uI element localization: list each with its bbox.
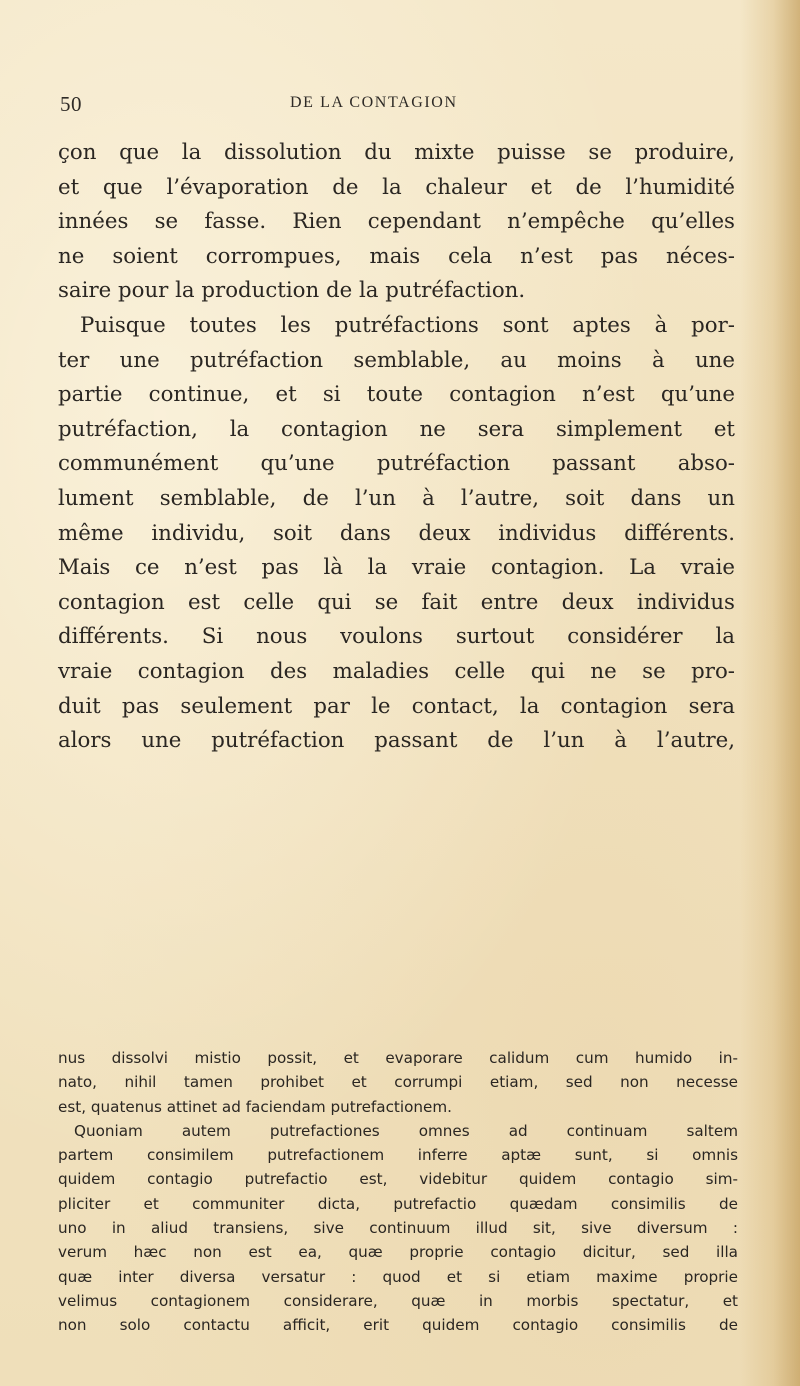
- text-line: communément qu’une putréfaction passant abso-: [58, 451, 735, 477]
- text-line: même individu, soit dans deux individus différents.: [58, 520, 735, 546]
- footnote-line: verum hæc non est ea, quæ proprie contagio dicitur, sed illa: [58, 1243, 738, 1262]
- text-line: et que l’évaporation de la chaleur et de l’humidité: [58, 174, 735, 200]
- footnote-line: partem consimilem putrefactionem inferre aptæ sunt, si omnis: [58, 1146, 738, 1165]
- text-line: Puisque toutes les putréfactions sont aptes à por-: [80, 312, 735, 338]
- footnote-line: pliciter et communiter dicta, putrefactio quædam consimilis de: [58, 1194, 738, 1213]
- footnote-line: nus dissolvi mistio possit, et evaporare calidum cum humido in-: [58, 1049, 738, 1067]
- french-text-block: [58, 136, 735, 759]
- footnote-line: est, quatenus attinet ad faciendam putrefactionem.: [58, 1097, 452, 1116]
- footnote-line: Quoniam autem putrefactiones omnes ad continuam saltem: [74, 1121, 738, 1140]
- text-line: ter une putréfaction semblable, au moins à une: [58, 347, 735, 373]
- footnote-line: quidem contagio putrefactio est, videbitur quidem contagio sim-: [58, 1170, 738, 1189]
- text-line: putréfaction, la contagion ne sera simplement et: [58, 416, 735, 442]
- text-line: partie continue, et si toute contagion n’est qu’une: [58, 382, 735, 408]
- running-title: DE LA CONTAGION: [290, 94, 458, 111]
- footnote-line: uno in aliud transiens, sive continuum illud sit, sive diversum :: [58, 1219, 738, 1238]
- text-line: alors une putréfaction passant de l’un à l’autre,: [58, 728, 735, 754]
- text-line: vraie contagion des maladies celle qui ne se pro-: [58, 658, 735, 684]
- text-line: lument semblable, de l’un à l’autre, soit dans un: [58, 485, 735, 511]
- footnote-line: non solo contactu afficit, erit quidem contagio consimilis de: [58, 1316, 738, 1335]
- page-edge-shadow: [740, 0, 800, 1386]
- footnote-line: velimus contagionem considerare, quæ in morbis spectatur, et: [58, 1291, 738, 1310]
- running-head: [60, 92, 720, 116]
- text-line: çon que la dissolution du mixte puisse se produire,: [58, 140, 735, 165]
- text-line: Mais ce n’est pas là la vraie contagion. La vraie: [58, 555, 735, 581]
- text-line: ne soient corrompues, mais cela n’est pas néces-: [58, 243, 735, 269]
- text-line: duit pas seulement par le contact, la contagion sera: [58, 693, 735, 719]
- footnote-line: nato, nihil tamen prohibet et corrumpi etiam, sed non necesse: [58, 1073, 738, 1092]
- text-line: innées se fasse. Rien cependant n’empêche qu’elles: [58, 209, 735, 235]
- text-line: contagion est celle qui se fait entre deux individus: [58, 589, 735, 615]
- page-number: 50: [60, 92, 82, 116]
- text-line: saire pour la production de la putréfaction.: [58, 278, 526, 304]
- footnote-line: quæ inter diversa versatur : quod et si etiam maxime proprie: [58, 1267, 738, 1286]
- text-line: différents. Si nous voulons surtout considérer la: [58, 624, 735, 650]
- latin-footnote-block: [58, 1046, 738, 1338]
